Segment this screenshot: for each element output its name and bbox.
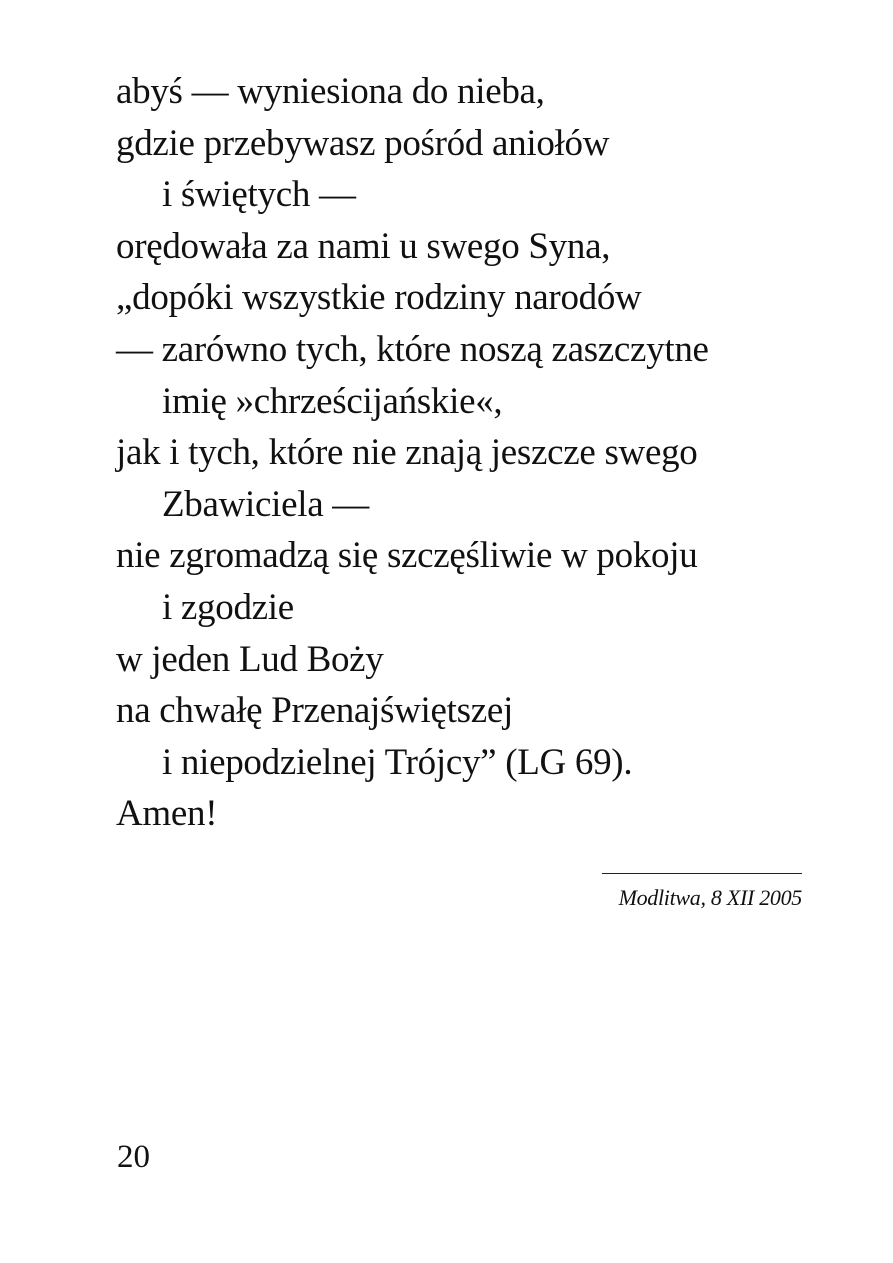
poem-line: abyś — wyniesiona do nieba, <box>116 71 545 112</box>
poem-line: jak i tych, które nie znają jeszcze swego <box>116 432 698 474</box>
poem-text <box>116 66 836 840</box>
poem-line: Amen! <box>116 793 218 835</box>
poem-line: w jeden Lud Boży <box>116 638 384 680</box>
poem-line-indented: Zbawiciela — <box>162 483 370 525</box>
source-citation: Modlitwa, 8 XII 2005 <box>618 885 802 910</box>
poem-line: orędowała za nami u swego Syna, <box>116 225 611 267</box>
poem-line: nie zgromadzą się szczęśliwie w pokoju <box>116 535 698 577</box>
poem-line-indented: imię »chrześcijańskie«, <box>162 380 503 422</box>
poem-line: — zarówno tych, które noszą zaszczytne <box>116 328 709 370</box>
page-number: 20 <box>117 1139 150 1175</box>
poem-line: „dopóki wszystkie rodziny narodów <box>116 277 642 319</box>
poem-line-indented: i zgodzie <box>162 586 294 628</box>
poem-line: na chwałę Przenajświętszej <box>116 690 513 732</box>
poem-line: gdzie przebywasz pośród aniołów <box>116 122 610 164</box>
poem-line-indented: i niepodzielnej Trójcy” (LG 69). <box>162 741 633 783</box>
poem-line-indented: i świętych — <box>162 174 356 216</box>
source-divider <box>602 873 802 874</box>
